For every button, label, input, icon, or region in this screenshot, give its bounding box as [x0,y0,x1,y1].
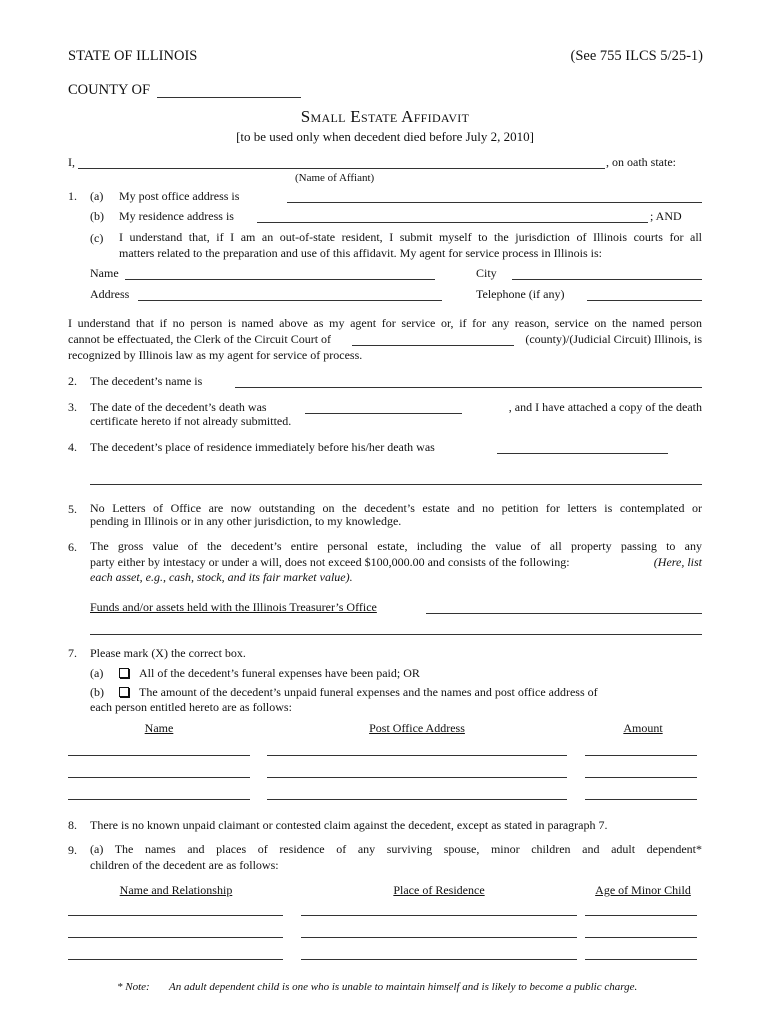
p1a-text: My post office address is [119,189,240,203]
note-text: An adult dependent child is one who is unable to maintain himself and is likely to become a public charge. [169,981,638,993]
p6-line1: The gross value of the decedent’s entire personal estate, including the value of all property passing to any [90,539,702,553]
state-heading: STATE OF ILLINOIS [68,48,198,64]
p9-line1: (a) The names and places of residence of any surviving spouse, minor children and adult dependent* [90,842,702,856]
p4-number: 4. [68,440,77,454]
clerk-county-field[interactable] [352,345,514,346]
p9-line2: children of the decedent are as follows: [90,858,279,872]
p6-line2b: (Here, list [653,555,702,569]
affiant-name-field[interactable] [78,168,605,169]
p7-row2-address[interactable] [267,777,567,778]
p7a-label: (a) [90,666,104,680]
p7-row3-amount[interactable] [585,799,697,800]
p1c-label: (c) [90,231,104,245]
agent-city-field[interactable] [512,279,702,280]
p7a-checkbox[interactable] [119,668,129,678]
asset-entry: Funds and/or assets held with the Illinois Treasurer’s Office [90,600,377,614]
p2-text: The decedent’s name is [90,374,203,388]
p8-text: There is no known unpaid claimant or contested claim against the decedent, except as stated in paragraph 7. [90,818,608,832]
p1-number: 1. [68,189,77,203]
decedent-name-field[interactable] [235,387,702,388]
p8-number: 8. [68,818,77,832]
p9-row1-residence[interactable] [301,915,577,916]
post-office-address-field[interactable] [287,202,702,203]
p1b-label: (b) [90,209,104,223]
county-label: COUNTY OF [68,82,151,98]
agent-city-label: City [476,266,497,280]
p7-number: 7. [68,646,77,660]
death-date-field[interactable] [305,413,462,414]
agent-address-label: Address [90,287,130,301]
p2-number: 2. [68,374,77,388]
p1c-line1: I understand that, if I am an out-of-state resident, I submit myself to the jurisdiction of Illinois courts for all [119,230,702,244]
p7b-line1: The amount of the decedent’s unpaid funeral expenses and the names and post office address of [139,685,598,699]
p5-number: 5. [68,502,77,516]
agent-para-line2b: (county)/(Judicial Circuit) Illinois, is [525,332,702,346]
p9-col-name: Name and Relationship [119,883,233,897]
p7b-checkbox[interactable] [119,687,129,697]
p3-number: 3. [68,400,77,414]
affiant-caption: (Name of Affiant) [295,172,375,184]
p5-line2: pending in Illinois or in any other jurisdiction, to my knowledge. [90,514,402,528]
p9-row3-age[interactable] [585,959,697,960]
p7-row3-name[interactable] [68,799,250,800]
p7-row2-name[interactable] [68,777,250,778]
p9-number: 9. [68,843,77,857]
p9-row2-name[interactable] [68,937,283,938]
note-label: * Note: [117,981,150,993]
agent-phone-label: Telephone (if any) [476,287,565,301]
p7a-text: All of the decedent’s funeral expenses have been paid; OR [139,666,420,680]
p9-row2-age[interactable] [585,937,697,938]
p7-col-address: Post Office Address [369,721,465,735]
p7-col-name: Name [144,721,174,735]
p1b-text: My residence address is [119,209,234,223]
p7b-line2: each person entitled hereto are as follows: [90,700,292,714]
agent-phone-field[interactable] [587,300,702,301]
p9-row1-age[interactable] [585,915,697,916]
p3-text-a: The date of the decedent’s death was [90,400,267,414]
affiant-prefix: I, [68,155,75,169]
page-title: Small Estate Affidavit [300,107,470,126]
p7b-label: (b) [90,685,104,699]
page-subtitle: [to be used only when decedent died before July 2, 2010] [236,129,534,144]
county-field[interactable] [157,97,301,98]
residence-address-field[interactable] [257,222,648,223]
p1c-line2: matters related to the preparation and use of this affidavit. My agent for service process in Illinois is: [119,246,602,260]
p9-col-age: Age of Minor Child [595,883,691,897]
p9-row1-name[interactable] [68,915,283,916]
asset-field-1[interactable] [426,613,702,614]
p7-col-amount: Amount [623,721,663,735]
affiant-suffix: , on oath state: [606,155,676,169]
p7-text: Please mark (X) the correct box. [90,646,246,660]
p6-number: 6. [68,540,77,554]
p1b-suffix: ; AND [650,209,682,223]
p7-row1-address[interactable] [267,755,567,756]
agent-para-line2a: cannot be effectuated, the Clerk of the Circuit Court of [68,332,332,346]
p1a-label: (a) [90,189,104,203]
statute-citation: (See 755 ILCS 5/25-1) [570,48,703,64]
place-of-residence-field[interactable] [497,453,668,454]
p7-row1-amount[interactable] [585,755,697,756]
agent-name-field[interactable] [125,279,435,280]
p5-line1: No Letters of Office are now outstanding on the decedent’s estate and no petition for letters is contemplated or [90,501,702,515]
p3-line2: certificate hereto if not already submitted. [90,414,292,428]
agent-para-line3: recognized by Illinois law as my agent for service of process. [68,348,363,362]
p7-row3-address[interactable] [267,799,567,800]
p9-col-residence: Place of Residence [393,883,485,897]
p9-row3-name[interactable] [68,959,283,960]
p7-row1-name[interactable] [68,755,250,756]
p6-line3: each asset, e.g., cash, stock, and its fair market value). [90,570,353,584]
p3-text-b: , and I have attached a copy of the death [508,400,702,414]
agent-name-label: Name [90,266,119,280]
p7-row2-amount[interactable] [585,777,697,778]
p9-row2-residence[interactable] [301,937,577,938]
p6-line2a: party either by intestacy or under a will, does not exceed $100,000.00 and consists of the following: [90,555,570,569]
agent-para-line1: I understand that if no person is named above as my agent for service or, if for any reason, service on the named person [68,316,702,330]
place-of-residence-field-2[interactable] [90,484,702,485]
agent-address-field[interactable] [138,300,442,301]
p4-text: The decedent’s place of residence immediately before his/her death was [90,440,435,454]
asset-field-2[interactable] [90,634,702,635]
p9-row3-residence[interactable] [301,959,577,960]
